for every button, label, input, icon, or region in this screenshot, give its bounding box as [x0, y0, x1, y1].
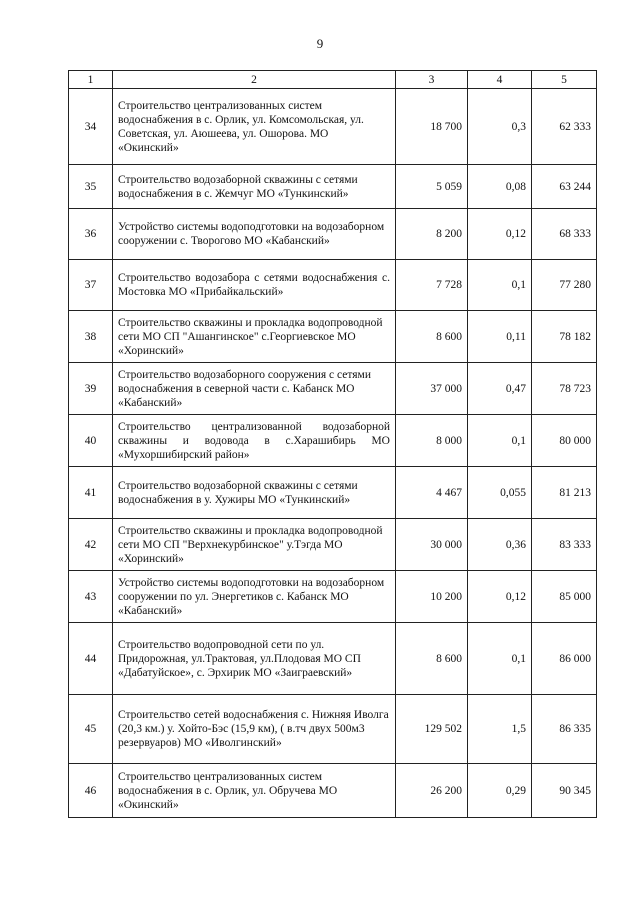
length-value: 0,1 [468, 260, 532, 311]
length-value: 0,47 [468, 363, 532, 415]
project-name: Строительство централизованных систем водоснабжения в с. Орлик, ул. Обручева МО «Окинский» [113, 764, 396, 818]
length-value: 0,36 [468, 519, 532, 571]
cost-value: 10 200 [396, 571, 468, 623]
row-number: 42 [69, 519, 113, 571]
length-value: 0,1 [468, 415, 532, 467]
column-header-3: 3 [396, 71, 468, 89]
cost-value: 37 000 [396, 363, 468, 415]
row-number: 41 [69, 467, 113, 519]
table-row [69, 571, 597, 623]
row-number: 39 [69, 363, 113, 415]
row-number: 37 [69, 260, 113, 311]
cost-value: 5 059 [396, 165, 468, 209]
length-value: 0,11 [468, 311, 532, 363]
column-header-5: 5 [532, 71, 597, 89]
project-name: Строительство водопроводной сети по ул. Придорожная, ул.Трактовая, ул.Плодовая МО СП «Дабатуйское», с. Эрхирик МО «Заиграевский» [113, 623, 396, 695]
cost-value: 8 200 [396, 209, 468, 260]
page-number: 9 [316, 36, 324, 51]
cost-value: 18 700 [396, 89, 468, 165]
row-number: 34 [69, 89, 113, 165]
row-number: 45 [69, 695, 113, 764]
project-name: Строительство водозаборного сооружения с сетями водоснабжения в северной части с. Кабанск МО «Кабанский» [113, 363, 396, 415]
column-header-4: 4 [468, 71, 532, 89]
water-projects-table [68, 70, 597, 818]
project-name: Строительство централизованной водозаборной скважины и водовода в с.Харашибирь МО «Мухоршибирский район» [113, 415, 396, 467]
unit-cost-value: 80 000 [532, 415, 597, 467]
table-row [69, 519, 597, 571]
unit-cost-value: 78 723 [532, 363, 597, 415]
unit-cost-value: 83 333 [532, 519, 597, 571]
table-row [69, 467, 597, 519]
length-value: 0,1 [468, 623, 532, 695]
project-name: Строительство водозаборной скважины с сетями водоснабжения в у. Хужиры МО «Тункинский» [113, 467, 396, 519]
row-number: 44 [69, 623, 113, 695]
project-name: Строительство водозабора с сетями водоснабжения с. Мостовка МО «Прибайкальский» [113, 260, 396, 311]
column-header-1: 1 [69, 71, 113, 89]
unit-cost-value: 62 333 [532, 89, 597, 165]
cost-value: 8 000 [396, 415, 468, 467]
row-number: 35 [69, 165, 113, 209]
cost-value: 129 502 [396, 695, 468, 764]
table-row [69, 415, 597, 467]
header-row [69, 71, 597, 89]
cost-value: 8 600 [396, 623, 468, 695]
project-name: Строительство централизованных систем водоснабжения в с. Орлик, ул. Комсомольская, ул. Советская, ул. Аюшеева, ул. Ошорова. МО «Окинский» [113, 89, 396, 165]
project-name: Строительство сетей водоснабжения с. Нижняя Иволга (20,3 км.) у. Хойто-Бэс (15,9 км), ( в.тч двух 500м3 резервуаров) МО «Иволгинский» [113, 695, 396, 764]
table-row [69, 363, 597, 415]
project-name: Строительство водозаборной скважины с сетями водоснабжения в с. Жемчуг МО «Тункинский» [113, 165, 396, 209]
row-number: 36 [69, 209, 113, 260]
column-header-2: 2 [113, 71, 396, 89]
cost-value: 8 600 [396, 311, 468, 363]
unit-cost-value: 77 280 [532, 260, 597, 311]
length-value: 0,3 [468, 89, 532, 165]
length-value: 0,29 [468, 764, 532, 818]
row-number: 38 [69, 311, 113, 363]
unit-cost-value: 85 000 [532, 571, 597, 623]
cost-value: 7 728 [396, 260, 468, 311]
row-number: 46 [69, 764, 113, 818]
table-row [69, 311, 597, 363]
project-name: Строительство скважины и прокладка водопроводной сети МО СП "Ашангинское" с.Георгиевское МО «Хоринский» [113, 311, 396, 363]
project-name: Строительство скважины и прокладка водопроводной сети МО СП "Верхнекурбинское" у.Тэгда МО «Хоринский» [113, 519, 396, 571]
project-name: Устройство системы водоподготовки на водозаборном сооружении по ул. Энергетиков с. Кабанск МО «Кабанский» [113, 571, 396, 623]
unit-cost-value: 78 182 [532, 311, 597, 363]
table-row [69, 209, 597, 260]
length-value: 1,5 [468, 695, 532, 764]
unit-cost-value: 86 000 [532, 623, 597, 695]
table-row [69, 695, 597, 764]
unit-cost-value: 68 333 [532, 209, 597, 260]
table-row [69, 623, 597, 695]
cost-value: 30 000 [396, 519, 468, 571]
unit-cost-value: 86 335 [532, 695, 597, 764]
table-row [69, 89, 597, 165]
table-row [69, 260, 597, 311]
project-name: Устройство системы водоподготовки на водозаборном сооружении с. Творогово МО «Кабанский» [113, 209, 396, 260]
table-row [69, 165, 597, 209]
table-row [69, 764, 597, 818]
length-value: 0,12 [468, 209, 532, 260]
row-number: 43 [69, 571, 113, 623]
length-value: 0,12 [468, 571, 532, 623]
length-value: 0,08 [468, 165, 532, 209]
unit-cost-value: 81 213 [532, 467, 597, 519]
cost-value: 26 200 [396, 764, 468, 818]
length-value: 0,055 [468, 467, 532, 519]
row-number: 40 [69, 415, 113, 467]
cost-value: 4 467 [396, 467, 468, 519]
unit-cost-value: 90 345 [532, 764, 597, 818]
unit-cost-value: 63 244 [532, 165, 597, 209]
